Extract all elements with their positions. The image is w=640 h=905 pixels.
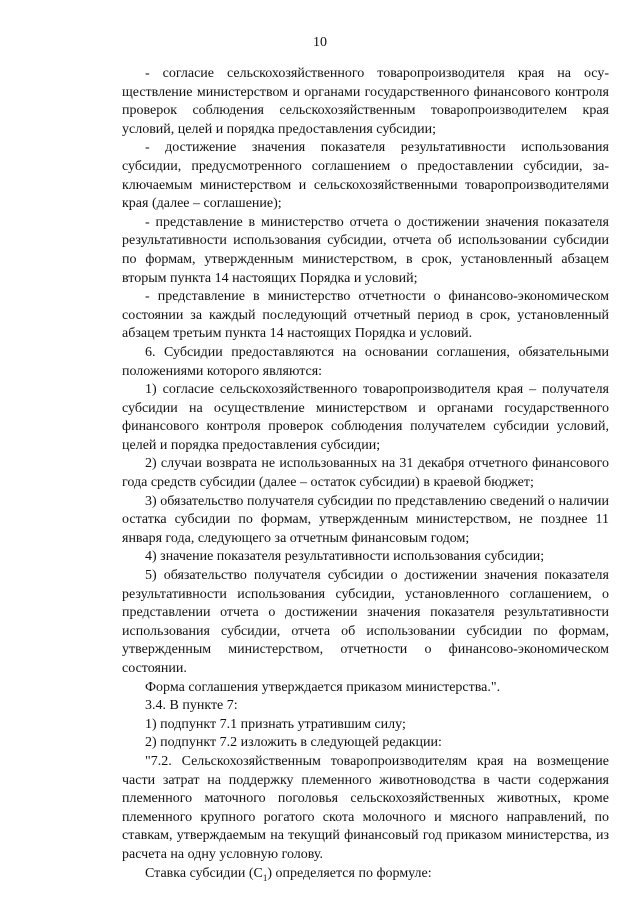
- page-number: 10: [313, 35, 327, 50]
- paragraph: 1) согласие сельскохозяйственного товаропроизводителя края – получателя субсидии на осуществление министерством и органами государственного финансового контроля проверок соблюдения получателем субсидии условий, целей и порядка предоставления субсидии;: [122, 382, 609, 453]
- paragraph: 2) подпункт 7.2 изложить в следующей редакции:: [145, 735, 442, 751]
- paragraph: 1) подпункт 7.1 признать утратившим силу;: [145, 716, 406, 732]
- paragraph: "7.2. Сельскохозяйственным товаропроизводителям края на возмещение части затрат на поддержку племенного животноводства в части содержания племенного маточного поголовья сельскохозяйственных животных, кроме племенного крупного рогатого скота молочного и мясного направлений, по ставкам, утверждаемым на текущий финансовый год приказом министерства, из расчета на одну условную голову.: [122, 753, 609, 862]
- paragraph: 3.4. В пункте 7:: [145, 698, 238, 714]
- paragraph: - достижение значения показателя результативности использования субсидии, предусмотренного соглашением о предоставлении субсидии, заключаемым министерством и сельскохозяйственными товаропроизводителями края (далее – соглашение);: [122, 140, 609, 212]
- formula-subscript: 1: [262, 872, 268, 883]
- paragraph: 2) случаи возврата не использованных на 31 декабря отчетного финансового года средств субсидии (далее – остаток субсидии) в краевой бюджет;: [122, 456, 609, 491]
- paragraph: 5) обязательство получателя субсидии о достижении значения показателя результативности использования субсидии, установленного соглашением, о представлении отчета о достижении значения показателя результативности использования субсидии, отчета об использовании субсидии по формам, утвержденным министерством, отчетности о финансово-экономическом состоянии.: [122, 568, 609, 676]
- paragraph: 6. Субсидии предоставляются на основании соглашения, обязательными положениями которого являются:: [122, 344, 609, 379]
- paragraph: 3) обязательство получателя субсидии по представлению сведений о наличии остатка субсидии по формам, утвержденным министерством, не позднее 11 января года, следующего за отчетным финансовым годом;: [122, 493, 609, 546]
- formula-intro-text: Ставка субсидии (С: [145, 865, 263, 881]
- formula-intro: [122, 865, 609, 884]
- paragraph: 4) значение показателя результативности использования субсидии;: [145, 549, 545, 565]
- paragraph: - представление в министерство отчетности о финансово-экономическом состоянии за каждый последующий отчетный период в срок, установленный абзацем третьим пункта 14 настоящих Порядка и условий.: [122, 289, 609, 342]
- document-body: [122, 65, 609, 883]
- paragraph: Форма соглашения утверждается приказом министерства.".: [145, 679, 501, 695]
- formula-intro-text-end: ) определяется по формуле:: [267, 865, 432, 881]
- paragraph: - согласие сельскохозяйственного товаропроизводителя края на осуществление министерством и органами государственного финансового контроля проверок соблюдения сельскохозяйственным товаропроизводителем края условий, целей и порядка предоставления субсидии;: [122, 66, 609, 137]
- paragraph: - представление в министерство отчета о достижении значения показателя результативности использования субсидии, отчета об использовании субсидии по формам, утвержденным министерством, в срок, установленный абзацем вторым пункта 14 настоящих Порядка и условий;: [122, 214, 609, 286]
